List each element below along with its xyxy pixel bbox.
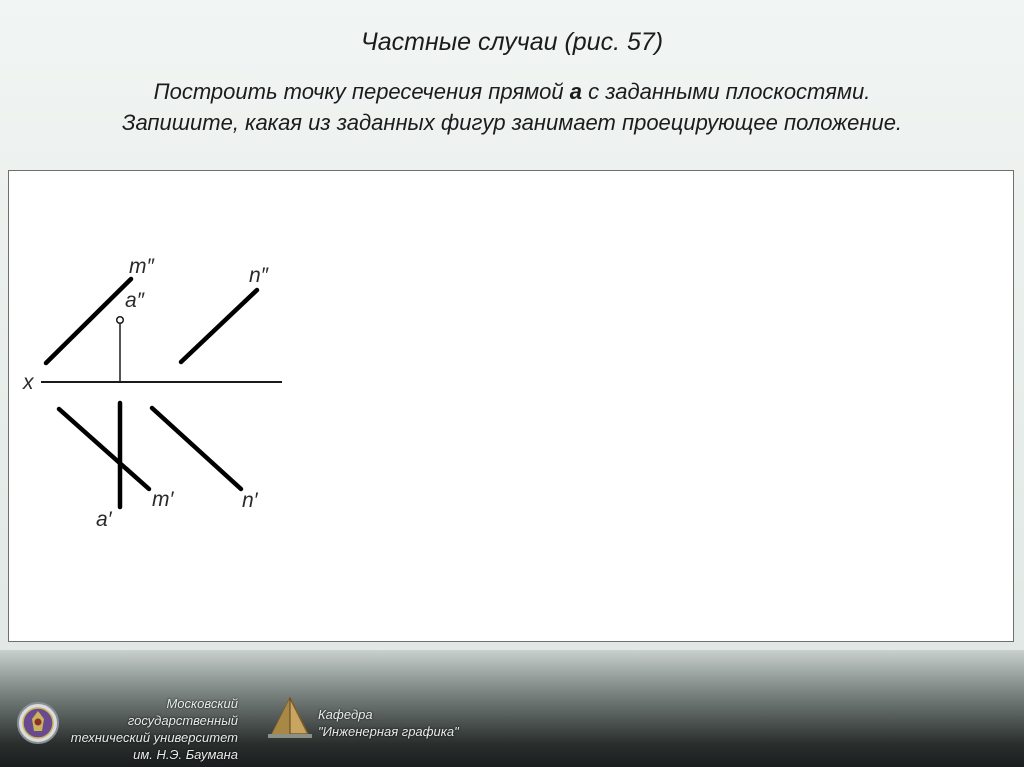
line-a-bold: а: [569, 79, 583, 104]
department-logo-icon: [264, 694, 316, 742]
task-text: [0, 76, 1024, 138]
label-m-frontal: m″: [129, 255, 154, 278]
university-emblem-icon: [16, 701, 60, 745]
line-m-horizontal: [59, 409, 149, 489]
projection-drawing: [9, 171, 1015, 643]
label-a-horizontal: a′: [96, 508, 112, 531]
label-x-axis: x: [23, 371, 34, 394]
task-line-2: Запишите, какая из заданных фигур занимает проецирующее положение.: [121, 110, 903, 135]
university-name: Московский государственный технический университет им. Н.Э. Баумана: [70, 696, 238, 762]
task-line-1: Построить точку пересечения прямой а с заданными плоскостями.: [153, 79, 871, 104]
label-a-frontal: a″: [125, 289, 145, 312]
department-name: Кафедра "Инженерная графика": [318, 707, 459, 739]
drawing-frame: [8, 170, 1014, 642]
line-n-horizontal: [152, 408, 241, 489]
line-n-frontal: [181, 290, 257, 362]
point-a-frontal: [117, 317, 124, 324]
label-n-frontal: n″: [249, 264, 269, 287]
label-m-horizontal: m′: [152, 488, 174, 511]
slide-title: Частные случаи (рис. 57): [360, 28, 664, 56]
label-n-horizontal: n′: [242, 489, 258, 512]
